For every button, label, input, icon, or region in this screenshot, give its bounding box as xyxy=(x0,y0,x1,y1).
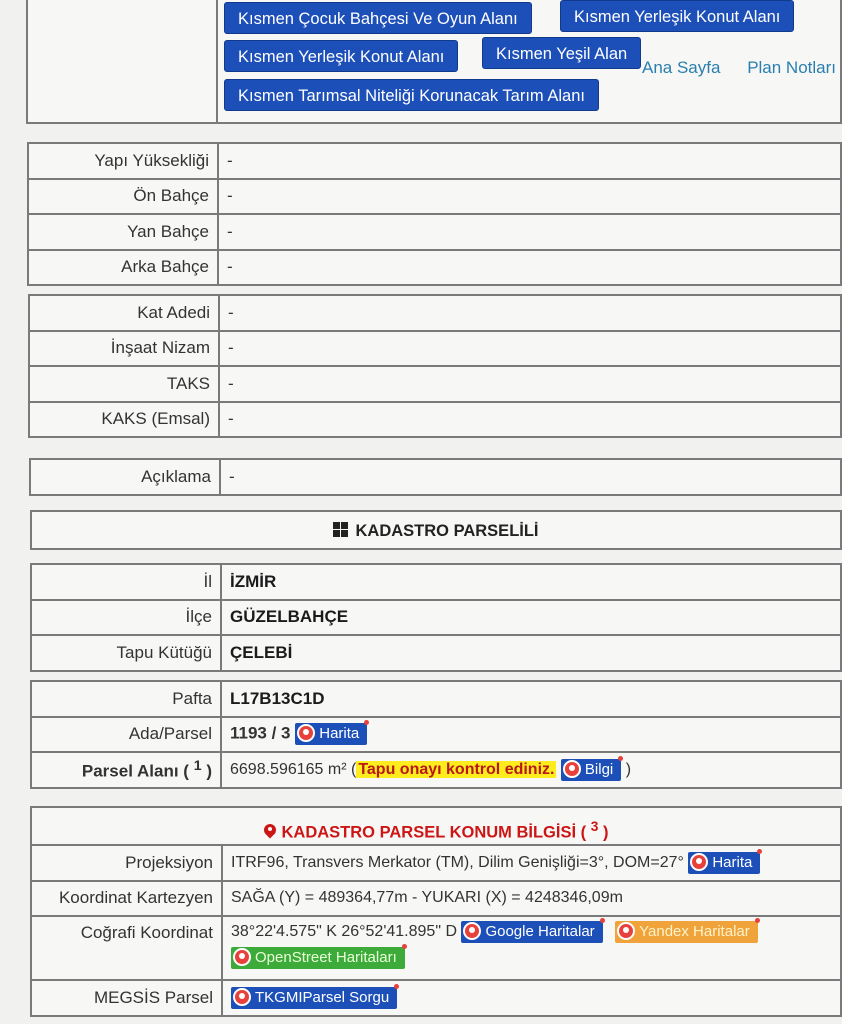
megsis-cell xyxy=(222,980,841,1016)
table-row xyxy=(31,845,841,881)
row-label: İnşaat Nizam xyxy=(29,331,219,367)
table-row xyxy=(31,752,841,788)
zoning-button-cocuk-bahcesi[interactable]: Kısmen Çocuk Bahçesi Ve Oyun Alanı xyxy=(224,2,532,34)
cadastre-title-text: KADASTRO PARSELİLİ xyxy=(355,522,539,540)
ada-parsel-label: Ada/Parsel xyxy=(31,717,221,753)
yandex-maps-button[interactable] xyxy=(615,921,758,943)
geographic-label: Coğrafi Koordinat xyxy=(31,916,222,980)
button-label: Google Haritalar xyxy=(485,923,595,940)
row-value: - xyxy=(218,250,841,286)
map-pin-icon xyxy=(690,853,708,871)
table-row xyxy=(28,214,841,250)
map-pin-icon xyxy=(233,988,251,1006)
position-section-title xyxy=(30,806,842,846)
position-table xyxy=(30,844,842,1017)
tkgm-parcel-query-button[interactable] xyxy=(231,987,397,1009)
zoning-button-yerlesik-konut-2[interactable]: Kısmen Yerleşik Konut Alanı xyxy=(224,40,458,72)
pafta-value: L17B13C1D xyxy=(221,681,841,717)
row-value: İZMİR xyxy=(221,564,841,600)
row-label: Kat Adedi xyxy=(29,295,219,331)
parcel-table xyxy=(30,680,842,789)
zoning-button-tarim-alani[interactable]: Kısmen Tarımsal Niteliği Korunacak Tarım Alanı xyxy=(224,79,599,111)
map-pin-icon xyxy=(463,922,481,940)
parcel-area-cell xyxy=(221,752,841,788)
row-value: ÇELEBİ xyxy=(221,635,841,671)
cartesian-value: SAĞA (Y) = 489364,77m - YUKARI (X) = 4248346,09m xyxy=(222,881,841,917)
button-label: Yandex Haritalar xyxy=(639,923,750,940)
table-row xyxy=(29,366,841,402)
row-label: KAKS (Emsal) xyxy=(29,402,219,438)
zoning-button-yerlesik-konut-1[interactable]: Kısmen Yerleşik Konut Alanı xyxy=(560,0,794,32)
button-label: Harita xyxy=(319,725,360,743)
description-label: Açıklama xyxy=(30,459,220,495)
paren-close: ) xyxy=(625,760,632,778)
row-value: - xyxy=(218,143,841,179)
ada-parsel-value: 1193 / 3 xyxy=(230,723,291,743)
parcel-area-value: 6698.596165 m² xyxy=(230,760,347,778)
geographic-cell xyxy=(222,916,841,980)
button-label: TKGMIParsel Sorgu xyxy=(255,988,390,1006)
google-maps-button[interactable] xyxy=(461,921,602,943)
parcel-area-label xyxy=(31,752,221,788)
map-marker-icon xyxy=(264,824,276,840)
info-button[interactable] xyxy=(561,759,621,781)
setbacks-table xyxy=(27,142,842,286)
row-value: - xyxy=(218,214,841,250)
table-row xyxy=(31,600,841,636)
projection-map-button[interactable] xyxy=(688,852,760,874)
row-value: - xyxy=(219,331,841,367)
projection-value: ITRF96, Transvers Merkator (TM), Dilim Genişliği=3°, DOM=27° xyxy=(231,853,684,871)
row-label: İlçe xyxy=(31,600,221,636)
projection-cell xyxy=(222,845,841,881)
table-row xyxy=(29,331,841,367)
map-pin-icon xyxy=(617,922,635,940)
cartesian-label: Koordinat Kartezyen xyxy=(31,881,222,917)
home-link[interactable]: Ana Sayfa xyxy=(642,58,721,77)
parcel-area-label-text: Parsel Alanı ( xyxy=(81,761,189,781)
deed-warning: Tapu onayı kontrol ediniz. xyxy=(358,760,555,778)
zoning-button-yesil-alan[interactable]: Kısmen Yeşil Alan xyxy=(482,37,641,69)
table-row xyxy=(29,402,841,438)
table-row xyxy=(31,564,841,600)
button-label: OpenStreet Haritaları xyxy=(255,949,397,966)
density-table xyxy=(28,294,842,438)
row-label: Yan Bahçe xyxy=(28,214,218,250)
grid-icon xyxy=(333,522,349,538)
table-row xyxy=(31,681,841,717)
geographic-value: 38°22'4.575" K 26°52'41.895" D xyxy=(231,923,457,941)
row-label: Ön Bahçe xyxy=(28,179,218,215)
row-label: TAKS xyxy=(29,366,219,402)
table-row xyxy=(31,881,841,917)
row-value: - xyxy=(219,402,841,438)
table-row xyxy=(31,635,841,671)
row-label: Arka Bahçe xyxy=(28,250,218,286)
map-pin-icon xyxy=(297,724,315,742)
ada-parsel-map-button[interactable] xyxy=(295,723,367,745)
table-row xyxy=(28,143,841,179)
table-row xyxy=(30,459,841,495)
megsis-label: MEGSİS Parsel xyxy=(31,980,222,1016)
row-value: - xyxy=(219,366,841,402)
description-table xyxy=(29,458,842,496)
footnote-ref[interactable]: 1 xyxy=(193,757,202,774)
table-row xyxy=(28,250,841,286)
row-label: İl xyxy=(31,564,221,600)
table-row xyxy=(28,179,841,215)
button-label: Bilgi xyxy=(584,760,614,778)
zoning-label-cell xyxy=(28,0,218,122)
projection-label: Projeksiyon xyxy=(31,845,222,881)
row-value: - xyxy=(219,295,841,331)
openstreet-maps-button[interactable] xyxy=(231,947,405,969)
top-links xyxy=(642,58,842,78)
row-value: - xyxy=(218,179,841,215)
row-label: Yapı Yüksekliği xyxy=(28,143,218,179)
table-row xyxy=(31,980,841,1016)
map-pin-icon xyxy=(233,948,251,966)
footnote-ref[interactable]: 3 xyxy=(590,819,599,834)
table-row xyxy=(29,295,841,331)
position-title-close: ) xyxy=(603,823,609,842)
plan-notes-link[interactable]: Plan Notları xyxy=(747,58,837,77)
row-label: Tapu Kütüğü xyxy=(31,635,221,671)
ada-parsel-cell xyxy=(221,717,841,753)
pafta-label: Pafta xyxy=(31,681,221,717)
description-value: - xyxy=(220,459,841,495)
cadastre-location-table xyxy=(30,563,842,672)
table-row xyxy=(31,717,841,753)
button-label: Harita xyxy=(712,853,753,871)
row-value: GÜZELBAHÇE xyxy=(221,600,841,636)
paren-open: ( xyxy=(350,760,357,778)
table-row xyxy=(31,916,841,980)
parcel-area-label-close: ) xyxy=(206,761,212,781)
map-pin-icon xyxy=(563,760,581,778)
cadastre-section-title xyxy=(30,510,842,550)
position-title-text: KADASTRO PARSEL KONUM BİLGİSİ ( xyxy=(281,823,587,842)
